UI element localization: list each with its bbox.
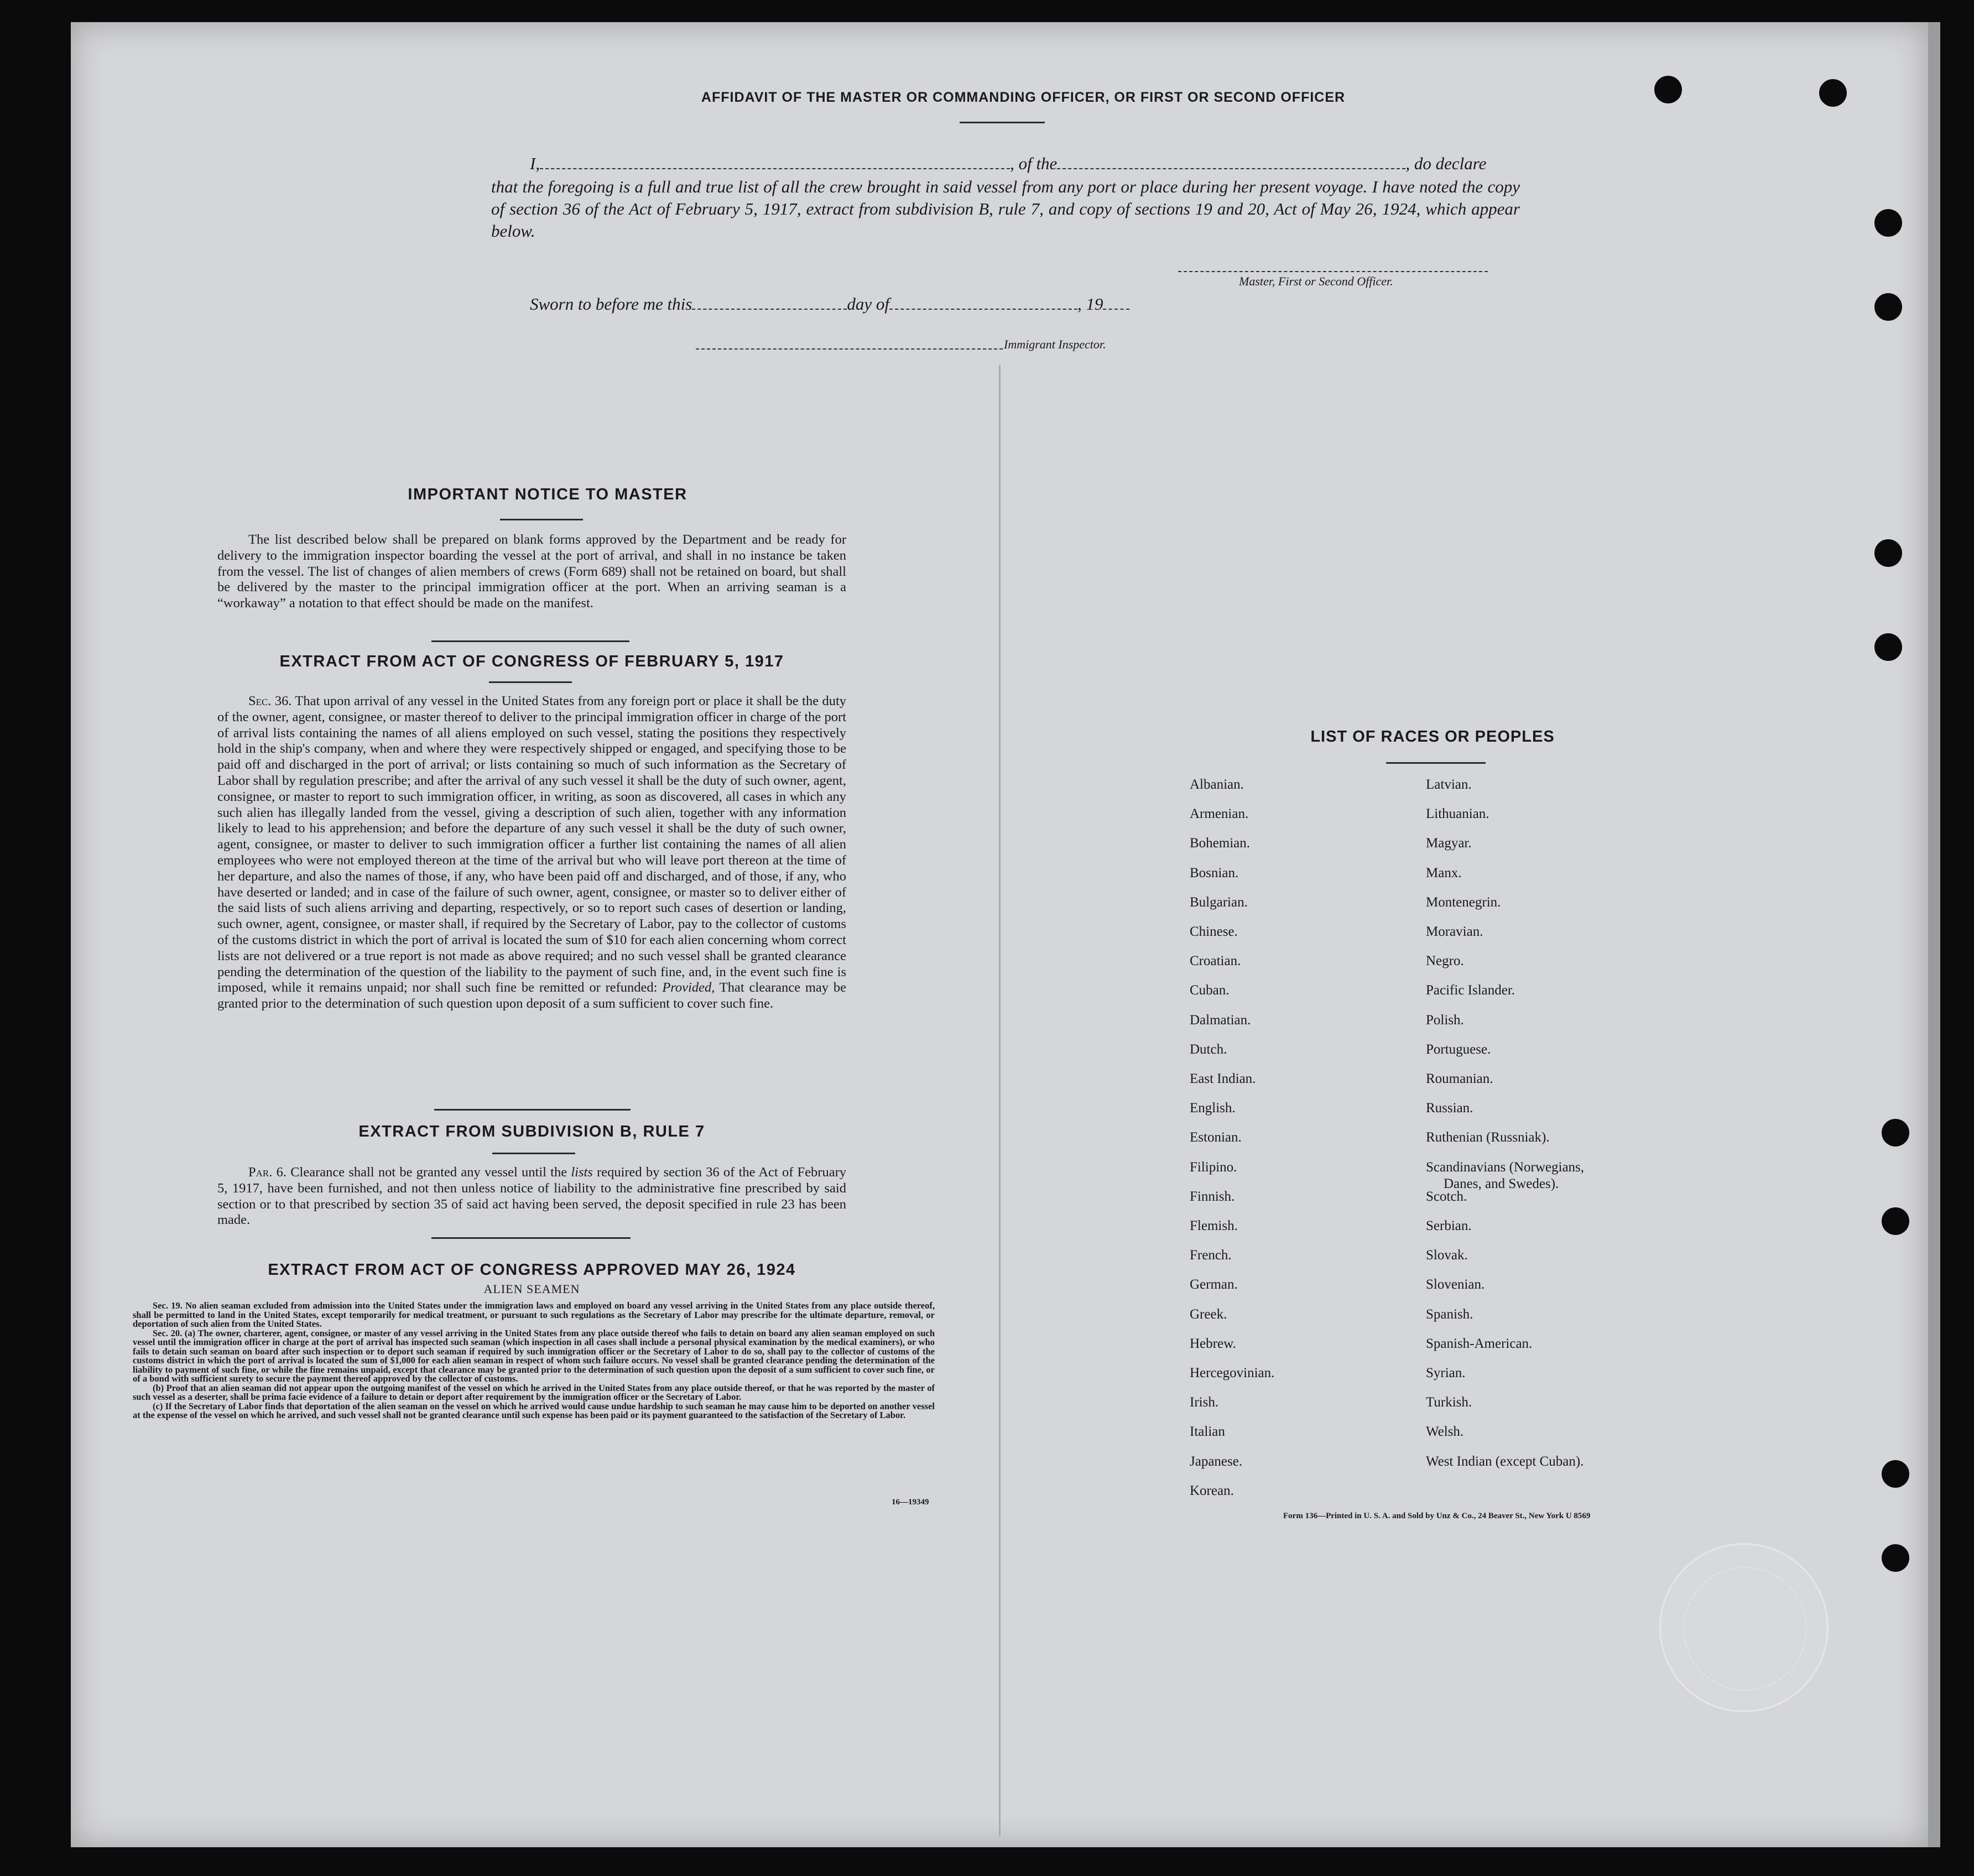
race-item: Slovenian.: [1426, 1277, 1485, 1293]
master-label: Master, First or Second Officer.: [1239, 274, 1393, 288]
race-item: Hebrew.: [1190, 1336, 1236, 1351]
race-item: Moravian.: [1426, 924, 1483, 939]
par-6-text-a: Clearance shall not be granted any vessel until the: [290, 1165, 567, 1180]
lists-term: lists: [571, 1165, 593, 1180]
day-blank: [692, 309, 847, 310]
punch-hole: [1874, 293, 1902, 321]
page-fold: [999, 365, 1001, 1836]
race-item: Welsh.: [1426, 1424, 1464, 1440]
title-rule: [960, 122, 1045, 123]
subdivision-rule: [492, 1153, 575, 1154]
race-item: Irish.: [1190, 1395, 1219, 1410]
race-item: Dutch.: [1190, 1041, 1227, 1057]
punch-hole: [1882, 1544, 1909, 1572]
race-item: Lithuanian.: [1426, 806, 1489, 822]
par-6-text-b: required by section 36 of the Act of February 5, 1917, have been furnished, and not then unless notice of liability to the administrative fine prescribed by said section or to that prescribed by section 35 of said act having been served, the deposit specified in rule 23 has been made.: [217, 1165, 847, 1228]
vessel-prefix: , of the: [1010, 154, 1058, 173]
embossed-seal: [1659, 1543, 1829, 1712]
extract-1924-body: [133, 1301, 935, 1420]
race-item: Bohemian.: [1190, 836, 1251, 851]
races-title: LIST OF RACES OR PEOPLES: [1310, 728, 1555, 746]
master-signature-line: [1178, 271, 1488, 272]
notice-body: The list described below shall be prepared on blank forms approved by the Department and be ready for delivery to the immigration inspector boarding the vessel at the port of arrival, and shall in no instance be taken from the vessel. The list of changes of alien members of crews (Form 689) shall not be retained on board, but shall be delivered by the master to the principal immigration officer at the port. When an arriving seaman is a “workaway” a notation to that effect should be made on the manifest.: [217, 532, 846, 611]
affidavit-title: AFFIDAVIT OF THE MASTER OR COMMANDING OFFICER, OR FIRST OR SECOND OFFICER: [701, 90, 1346, 105]
race-item: German.: [1190, 1277, 1238, 1293]
race-item: Portuguese.: [1426, 1041, 1491, 1057]
race-item: East Indian.: [1190, 1071, 1256, 1086]
race-item: Croatian.: [1190, 953, 1241, 969]
race-item: Manx.: [1426, 865, 1462, 880]
race-item: Montenegrin.: [1426, 894, 1501, 910]
section-36-text: That upon arrival of any vessel in the United States from any foreign port or place it shall be the duty of the owner, agent, consignee, or master thereof to deliver to the principal immigration officer in charge of the port of arrival lists containing the names of all aliens employed on such vessel, stating the positions they respectively hold in the ship's company, when and where they were respectively shipped or engaged, and specifying those to be paid off and discharged in the port of arrival; or lists containing so much of such information as the Secretary of Labor shall by regulation prescribe; and after the arrival of any such vessel it shall be the duty of such owner, agent, consignee, or master to report to such immigration officer, in writing, as soon as discovered, all cases in which any such alien has illegally landed from the vessel, giving a description of such alien, together with any information likely to lead to his apprehension; and before the departure of any such vessel it shall be the duty of such owner, agent, consignee, or master to deliver to such immigration officer a further list containing the names of all alien employees who were not employed thereon at the time of the arrival but who will leave port thereon at the time of her departure, and also the names of those, if any, who have been paid off and discharged, and of those, if any, who have deserted or landed; and in case of the failure of such owner, agent, consignee, or master so to deliver either of the said lists of such aliens arriving and departing, respectively, or so to report such cases of desertion or landing, such owner, agent, consignee, or master shall, if required by the Secretary of Labor, pay to the collector of customs of the customs district in which the port of arrival is located the sum of $10 for each alien concerning whom correct lists are not delivered or a true report is not made as above required; and no such vessel shall be granted clearance pending the determination of the question of the liability to the payment of such fine, and, in the event such fine is imposed, while it remains unpaid; nor shall such fine be remitted or refunded:: [217, 694, 846, 996]
punch-hole: [1874, 539, 1902, 567]
race-item: Russian.: [1426, 1101, 1473, 1116]
name-blank: [540, 168, 1010, 169]
race-item: Spanish.: [1426, 1306, 1473, 1322]
section-36-label: Sec. 36.: [248, 694, 292, 708]
race-item: Chinese.: [1190, 924, 1238, 939]
race-item: Korean.: [1190, 1483, 1234, 1498]
race-item: French.: [1190, 1248, 1232, 1263]
section-divider: [434, 1109, 631, 1111]
race-item: Turkish.: [1426, 1395, 1472, 1410]
race-item: Negro.: [1426, 953, 1464, 969]
race-item: Finnish.: [1190, 1189, 1235, 1204]
races-rule: [1386, 762, 1486, 764]
affidavit-declaration: that the foregoing is a full and true list of all the crew brought in said vessel from any port or place during her present voyage. I have noted the copy of section 36 of the Act of February 5, 1917, extract from subdivision B, rule 7, and copy of sections 19 and 20, Act of May 26, 1924, which appear below.: [491, 177, 1520, 241]
race-item: Roumanian.: [1426, 1071, 1493, 1086]
notice-title: IMPORTANT NOTICE TO MASTER: [408, 486, 687, 503]
extract-1917-body: [217, 694, 846, 1012]
subdivision-body: [217, 1165, 846, 1228]
section-divider: [431, 640, 629, 642]
extract-1917-title: EXTRACT FROM ACT OF CONGRESS OF FEBRUARY 5, 1917: [279, 653, 784, 670]
punch-hole: [1882, 1207, 1909, 1235]
month-blank: [889, 309, 1077, 310]
race-item: Bosnian.: [1190, 865, 1239, 880]
affidavit-line-1: [530, 153, 1486, 175]
punch-hole: [1654, 76, 1682, 103]
race-item: Hercegovinian.: [1190, 1366, 1275, 1380]
race-item: Scotch.: [1426, 1189, 1467, 1204]
race-item: English.: [1190, 1101, 1236, 1116]
race-item: Syrian.: [1426, 1366, 1466, 1380]
race-item: Bulgarian.: [1190, 894, 1248, 910]
alien-seamen-subtitle: ALIEN SEAMEN: [483, 1282, 580, 1296]
year-prefix: , 19: [1077, 294, 1103, 314]
vessel-blank: [1057, 168, 1405, 169]
year-blank: [1103, 309, 1129, 310]
race-item: Ruthenian (Russniak).: [1426, 1130, 1550, 1145]
punch-hole: [1882, 1119, 1909, 1147]
race-item: Filipino.: [1190, 1159, 1237, 1175]
extract-1917-rule: [489, 681, 572, 683]
subdivision-title: EXTRACT FROM SUBDIVISION B, RULE 7: [358, 1123, 705, 1140]
race-item: Flemish.: [1190, 1218, 1238, 1233]
race-item: Cuban.: [1190, 983, 1230, 998]
form-code: 16—19349: [892, 1498, 929, 1507]
race-item: Japanese.: [1190, 1453, 1243, 1469]
section-20b-text: (b) Proof that an alien seaman did not appear upon the outgoing manifest of the vessel on which he arrived in the United States from any place outside thereof, or that he was reported by the master of such vessel as a deserter, shall be prima facie evidence of a failure to detain or deport after requirement by the immigration officer or the Secretary of Labor.: [133, 1382, 935, 1402]
punch-hole: [1882, 1460, 1909, 1488]
punch-hole: [1819, 79, 1847, 107]
race-item: Polish.: [1426, 1012, 1464, 1028]
inspector-signature-line: [696, 348, 1003, 350]
par-6-label: Par. 6.: [248, 1165, 287, 1180]
punch-hole: [1874, 209, 1902, 237]
race-item: Albanian.: [1190, 777, 1244, 792]
declare-suffix: , do declare: [1405, 154, 1487, 173]
race-item: Estonian.: [1190, 1130, 1242, 1145]
race-item: Serbian.: [1426, 1218, 1472, 1233]
punch-hole: [1874, 633, 1902, 661]
race-item: Greek.: [1190, 1306, 1227, 1322]
inspector-label: Immigrant Inspector.: [1004, 337, 1106, 351]
section-36-end: That clearance may be granted prior to the determination of such question upon deposit of a sum sufficient to cover such fine.: [217, 980, 846, 1012]
section-divider: [431, 1237, 631, 1239]
race-item: Armenian.: [1190, 806, 1249, 822]
race-item: Danes, and Swedes).: [1444, 1176, 1559, 1191]
notice-rule: [500, 519, 583, 520]
race-item: Dalmatian.: [1190, 1012, 1251, 1028]
provided-term: Provided,: [662, 980, 715, 996]
page-edge: [1928, 22, 1940, 1847]
race-item: Latvian.: [1426, 777, 1472, 792]
section-20a-text: Sec. 20. (a) The owner, charterer, agent, consignee, or master of any vessel arriving in the United States from any place outside thereof who fails to detain on board any alien seaman employed on such vessel until the immigration officer in charge at the port of arrival has inspected such seaman (which inspection in all cases shall include a personal physical examination by the medical examiners), or who fails to detain such seaman on board after such inspection or to deport such seaman if required by such immigration officer or the Secretary of Labor to do so, shall pay to the collector of customs of the customs district in which the port of arrival is located the sum of $1,000 for each alien seaman in respect of whom such failure occurs. No vessel shall be granted clearance pending the determination of the liability to payment of such fine, or while the fine remains unpaid, except that clearance may be granted prior to the determination of such question upon the deposit of a sum sufficient to cover such fine, or of a bond with sufficient surety to secure the payment thereof approved by the collector of customs.: [133, 1327, 935, 1384]
race-item: Scandinavians (Norwegians,: [1426, 1159, 1585, 1175]
race-item: Spanish-American.: [1426, 1336, 1533, 1351]
sworn-line: [530, 293, 1129, 315]
race-item: Italian: [1190, 1424, 1225, 1440]
extract-1924-title: EXTRACT FROM ACT OF CONGRESS APPROVED MAY 26, 1924: [268, 1261, 796, 1279]
section-20c-text: (c) If the Secretary of Labor finds that deportation of the alien seaman on the vessel on which he arrived would cause undue hardship to such seaman he may cause him to be deported on another vessel at the expense of the vessel on which he arrived, and such vessel shall not be granted clearance until such expense has been paid or its payment guaranteed to the satisfaction of the Secretary of Labor.: [133, 1400, 935, 1420]
section-19-text: Sec. 19. No alien seaman excluded from admission into the United States under the immigration laws and employed on board any vessel arriving in the United States from any place outside thereof, shall be permitted to land in the United States, except temporarily for medical treatment, or pursuant to such regulations as the Secretary of Labor may prescribe for the ultimate departure, removal, or deportation of such alien from the United States.: [133, 1300, 935, 1329]
race-item: Slovak.: [1426, 1248, 1468, 1263]
race-item: West Indian (except Cuban).: [1426, 1453, 1584, 1469]
race-item: Magyar.: [1426, 836, 1472, 851]
day-of-label: day of: [847, 294, 889, 314]
printer-imprint: Form 136—Printed in U. S. A. and Sold by Unz & Co., 24 Beaver St., New York U 8569: [1283, 1512, 1591, 1520]
declarant-prefix: I,: [530, 154, 540, 173]
sworn-prefix: Sworn to before me this: [530, 294, 692, 314]
race-item: Pacific Islander.: [1426, 983, 1515, 998]
